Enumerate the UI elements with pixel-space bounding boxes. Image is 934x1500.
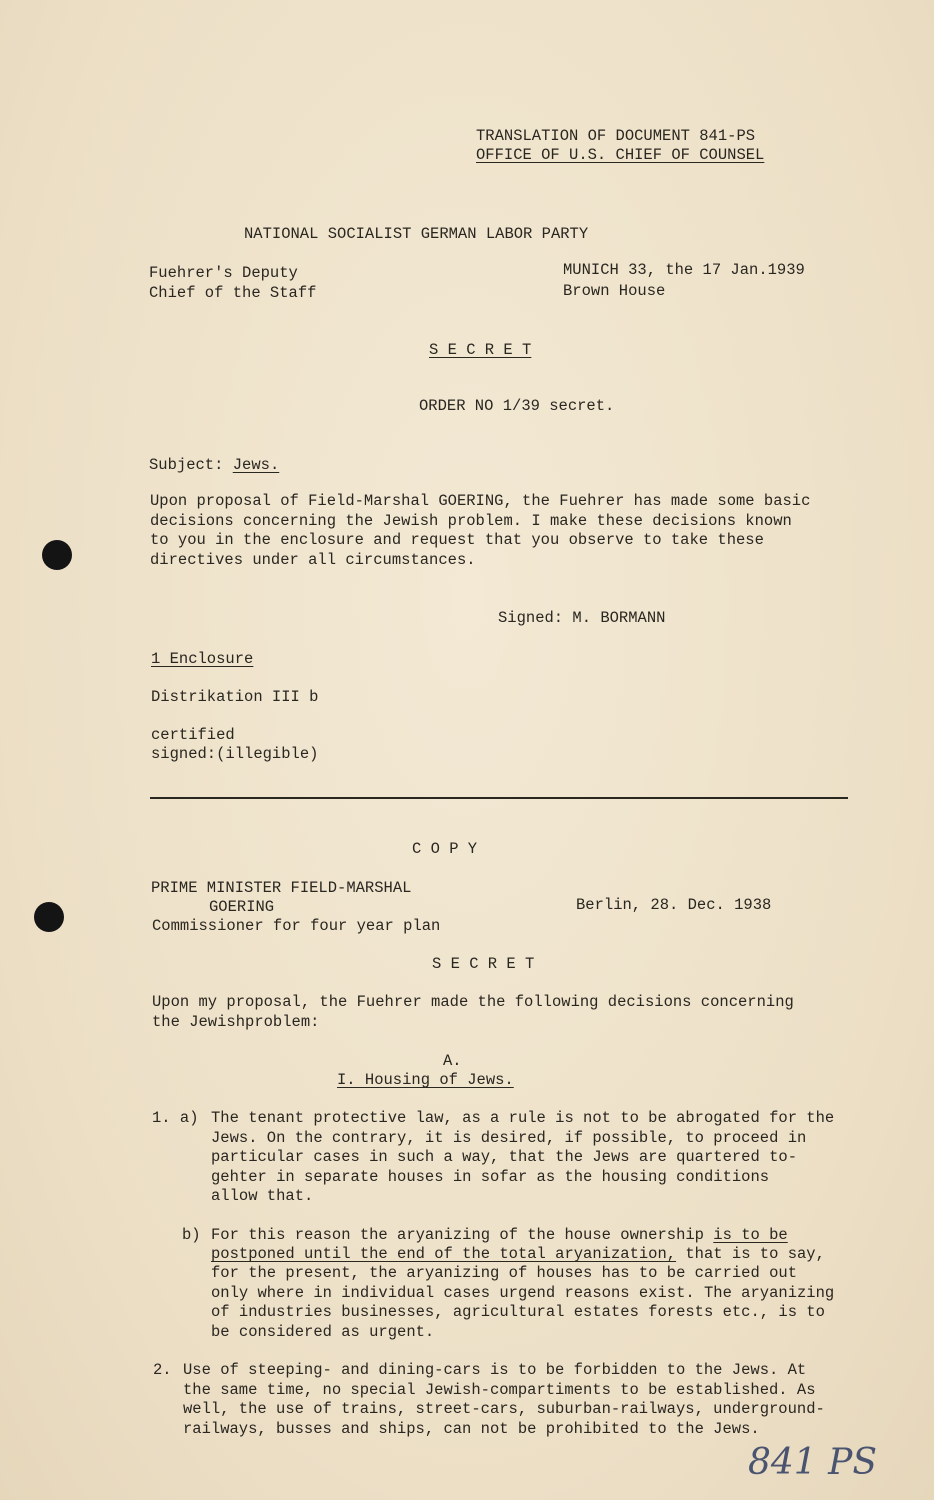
subject-value: Jews. [232, 456, 280, 474]
punch-hole [42, 540, 72, 570]
sender2-line-3: Commissioner for four year plan [152, 917, 441, 935]
item-1a-text: The tenant protective law, as a rule is not to be abrogated for the Jews. On the contrary, it is desired, if possible, to proceed in particular cases in such a way, that the Jews are quartered to- gehter in separate houses in sofar as the housing conditions allow that. [211, 1109, 835, 1205]
item-1b-rest: for the present, the aryanizing of houses has to be carried out only where in individual cases urgend reasons exist. The aryanizing of industries businesses, agricultural estates forests etc., is to be considered as urgent. [211, 1264, 835, 1341]
translation-line: TRANSLATION OF DOCUMENT 841-PS [476, 127, 756, 145]
signature-line: Signed: M. BORMANN [498, 609, 666, 627]
classification-secret: S E C R E T [429, 341, 532, 359]
copy-heading: C O P Y [412, 840, 478, 858]
sender2-line-1: PRIME MINISTER FIELD-MARSHAL [151, 879, 412, 897]
building: Brown House [563, 282, 666, 300]
subject-line [149, 456, 279, 476]
section-title: I. Housing of Jews. [337, 1071, 514, 1089]
item-2-text: Use of steeping- and dining-cars is to be forbidden to the Jews. At the same time, no special Jewish-compartiments to be established. As well, the use of trains, street-cars, suburban-railways, underground- railways, busses and ships, can not be prohibited to the Jews. [183, 1361, 825, 1438]
divider [150, 797, 848, 799]
certified-signed: signed:(illegible) [151, 745, 319, 763]
letter-body: Upon proposal of Field-Marshal GOERING, the Fuehrer has made some basic decisions concerning the Jewish problem. I make these decisions known to you in the enclosure and request that you observe to take these directives under all circumstances. [150, 492, 811, 569]
order-number: ORDER NO 1/39 secret. [419, 397, 615, 415]
sender-line-2: Chief of the Staff [149, 284, 317, 302]
item-2-number: 2. [153, 1361, 172, 1379]
intro-paragraph: Upon my proposal, the Fuehrer made the following decisions concerning the Jewishproblem: [152, 993, 794, 1031]
item-1b-underlined-a: is to be [713, 1226, 788, 1244]
item-1b-underlined-b: postponed until the end of the total aryanization, [211, 1245, 677, 1263]
enclosure: 1 Enclosure [151, 650, 254, 668]
item-1b-line-1 [211, 1226, 788, 1246]
distribution: Distrikation III b [151, 688, 319, 706]
place-date-2: Berlin, 28. Dec. 1938 [576, 896, 772, 914]
punch-hole [34, 902, 64, 932]
office-line: OFFICE OF U.S. CHIEF OF COUNSEL [476, 146, 765, 164]
item-1b-text-b: that is to say, [676, 1245, 825, 1263]
item-1-number: 1. a) [152, 1109, 199, 1127]
certified: certified [151, 726, 235, 744]
item-1b-text-a: For this reason the aryanizing of the house ownership [211, 1226, 714, 1244]
party-heading: NATIONAL SOCIALIST GERMAN LABOR PARTY [244, 225, 589, 243]
handwritten-document-number: 841 PS [748, 1442, 878, 1483]
sender-line-1: Fuehrer's Deputy [149, 264, 298, 282]
subject-label: Subject: [149, 456, 224, 474]
section-letter: A. [443, 1052, 462, 1070]
item-1b-line-2 [211, 1245, 825, 1265]
classification-secret-2: S E C R E T [432, 955, 535, 973]
place-date: MUNICH 33, the 17 Jan.1939 [563, 261, 805, 279]
sender2-line-2: GOERING [209, 898, 275, 916]
item-1b-label: b) [182, 1226, 201, 1244]
